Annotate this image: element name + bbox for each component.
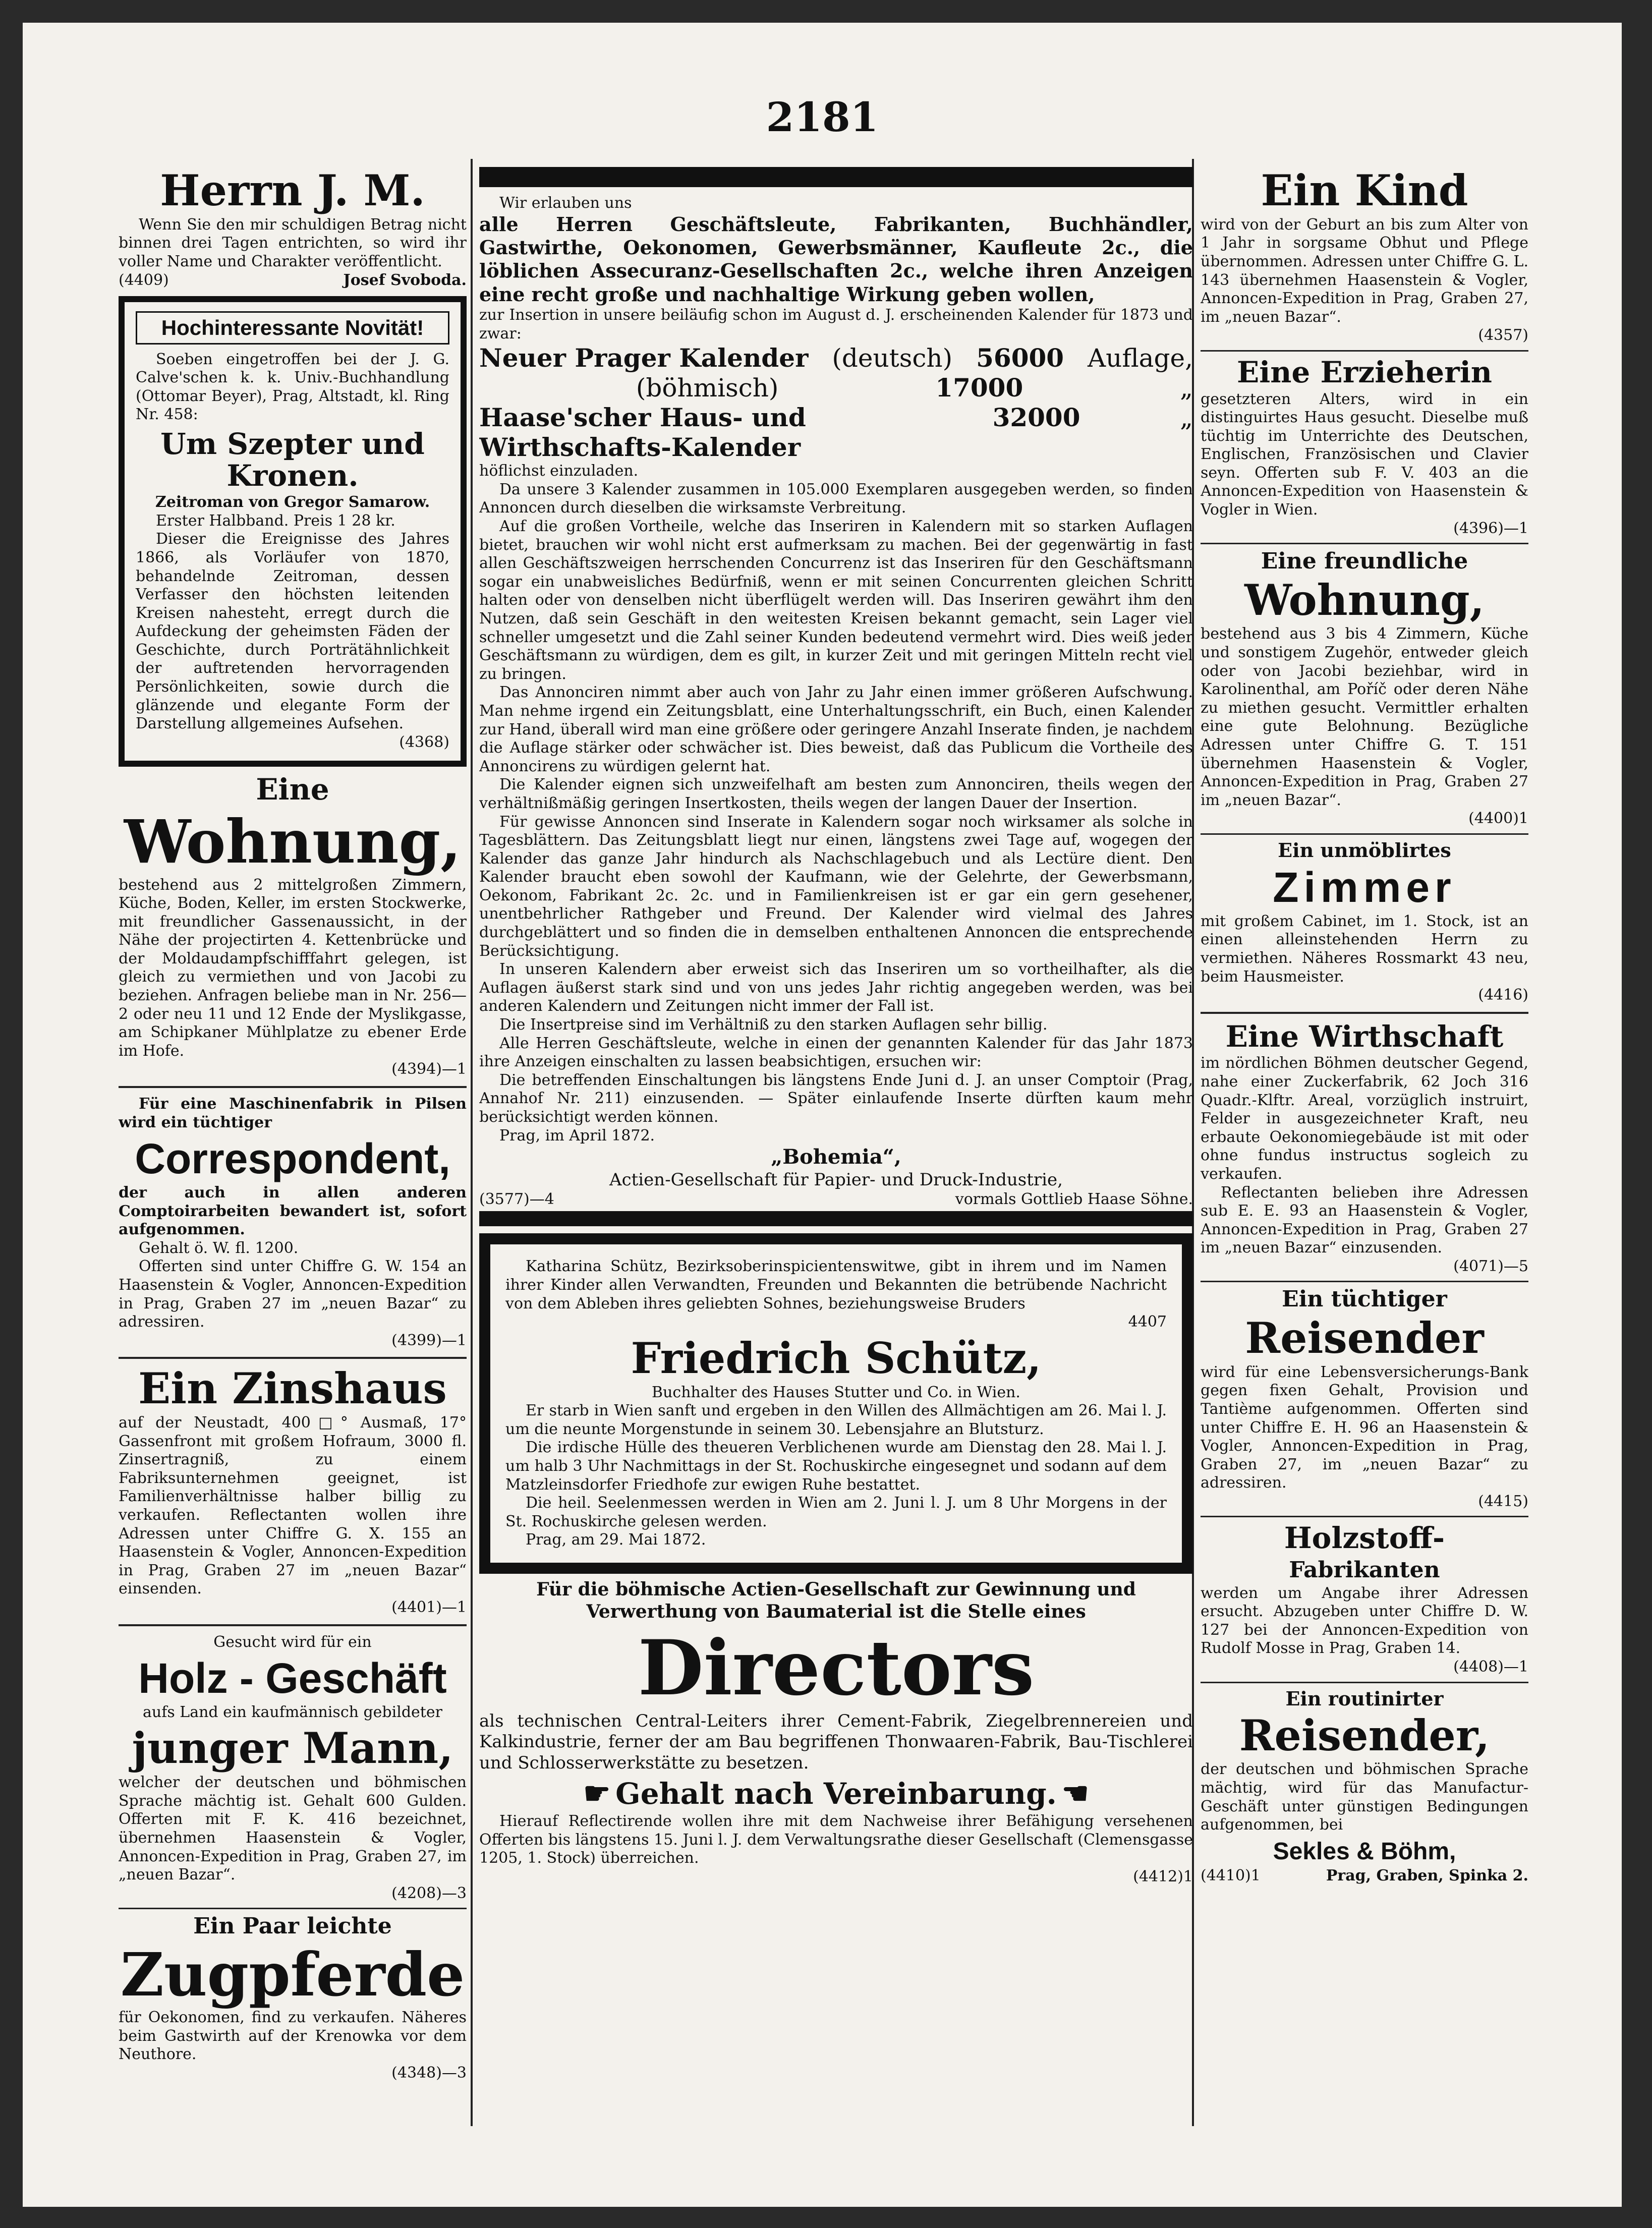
ad-body: wird für eine Lebensversicherungs-Bank gegen fixen Gehalt, Provision und Tantième aufgenommen. Offerten sind unter Chiffre E. H. 96 an Haasenstein & Vogler, Annoncen-Expedition in Prag, Graben 27, im „neuen Bazar“ zu adressiren. [1201,1363,1528,1492]
ad-paragraph: Reflectanten belieben ihre Adressen sub E. E. 93 an Haasenstein & Vogler, Annoncen-Expedition in Prag, Graben 27 im „neuen Bazar“ einzusenden. [1201,1183,1528,1257]
ad-intro: Für eine Maschinenfabrik in Pilsen wird ein tüchtiger [119,1095,467,1131]
kalender-name: Haase'scher Haus- und Wirthschafts-Kalender [479,403,806,463]
ad-invite: höflichst einzuladen. [479,462,639,480]
ad-lead-3: zur Insertion in unsere beiläufig schon im August d. J. erscheinenden Kalender für 1873 und zwar: [479,306,1193,342]
divider [1201,1012,1528,1014]
divider [119,1624,467,1626]
obit-intro: Katharina Schütz, Bezirksoberinspicientenswitwe, gibt in ihrem und im Namen ihrer Kinder allen Verwandten, Freunden und Bekannten die betrübende Nachricht von dem Ableben ihres geliebten Sohnes, beziehungsweise Bruders [505,1258,1167,1312]
kalender-circulation: 17000 [935,373,1023,403]
ad-paragraph: Das Annonciren nimmt aber auch von Jahr zu Jahr einen immer größeren Aufschwung. Man nehme irgend ein Zeitungsblatt, eine Unterhaltungsschrift, ein Buch, einen Kalender zur Hand, überall wird man eine größere oder geringere Anzahl Inserate finden, je nachdem die Auflage stärker oder schwächer ist. Dies beweist, daß das Publicum die Vortheile des Annoncirens zu würdigen gelernt hat. [479,683,1193,775]
ad-title: Ein Zinshaus [138,1363,447,1414]
ad-title-line2: Wohnung, [1244,575,1485,625]
divider [119,1357,467,1359]
ad-zinshaus [119,1363,467,1617]
ad-title: Directors [638,1623,1035,1712]
kalender-row-3 [479,403,1193,462]
ad-paragraph: Alle Herren Geschäftsleute, welche in einen der genannten Kalender für das Jahr 1873 ihre Anzeigen einschalten zu lassen beabsichtigen, ersuchen wir: [479,1034,1193,1071]
ad-book-novelty [119,296,467,767]
ad-salary-line [479,1778,1193,1810]
ad-signature: Josef Svoboda. [343,271,467,289]
ad-paragraph: In unseren Kalendern aber erweist sich das Inseriren um so vortheilhafter, als die Auflagen äußerst stark sind und von uns jedes Jahr richtig angegeben werden, was bei anderen Kalendern und Zeitungen nicht immer der Fall ist. [479,960,1193,1015]
ad-holzstoff [1201,1522,1528,1676]
ad-number: (3577)—4 [479,1190,554,1209]
ad-number: (4415) [1478,1492,1528,1510]
ad-title: Correspondent, [135,1135,450,1183]
ad-body: der auch in allen anderen Comptoirarbeiten bewandert ist, sofort aufgenommen. [119,1183,467,1239]
obit-paragraph: Die irdische Hülle des theueren Verblichenen wurde am Dienstag den 28. Mai l. J. um halb 3 Uhr Nachmittags in der St. Rochuskirche eingesegnet und sodann auf dem Matzleinsdorfer Friedhofe zur ewigen Ruhe bestattet. [505,1439,1167,1494]
ad-number: (4399)—1 [391,1331,467,1349]
ad-paragraph: Für gewisse Annoncen sind Inserate in Kalendern sogar noch wirksamer als solche in Tagesblättern. Das Zeitungsblatt liegt nur einen, längstens zwei Tage auf, wogegen der Kalender das ganze Jahr hindurch als Nachschlagebuch und als Lectüre dient. Den Kalender braucht eben sowohl der Kaufmann, wie der Gelehrte, der Gewerbsmann, Oekonom, Fabrikant 2c. 2c. und in Familienkreisen ist er gar ein gern gesehener, unentbehrlicher Rathgeber und Freund. Der Kalender wird vielmal des Jahres durchgeblättert und so finden die in demselben enthaltenen Annoncen die entsprechende Berücksichtigung. [479,813,1193,960]
ad-reisender [1201,1287,1528,1511]
ad-paragraph: Auf die großen Vortheile, welche das Inseriren in Kalendern mit so starken Auflagen bietet, brauchen wir wohl nicht erst aufmerksam zu machen. Bei der gegenwärtig in fast allen Geschäftszweigen herrschenden Concurrenz ist das Inseriren für den Geschäftsmann sogar ein unabweisliches Bedürfniß, wenn er mit seinen Concurrenten gleichen Schritt halten oder von denselben nicht überflügelt werden will. Das Inseriren gewährt ihm den Nutzen, daß sein Geschäft in den weitesten Kreisen bekannt gemacht, sein Lager viel schneller umgesetzt und die Zahl seiner Kunden bedeutend vermehrt wird. Dies weiß jeder Geschäftsmann zu würdigen, dem es gilt, in kurzer Zeit und mit geringen Mitteln recht viel zu bringen. [479,518,1193,683]
obit-paragraph: Die heil. Seelenmessen werden in Wien am 2. Juni l. J. um 8 Uhr Morgens in der St. Rochuskirche gelesen werden. [505,1494,1167,1530]
kalender-lang: (deutsch) [832,344,953,373]
kalender-row-1 [479,343,1193,373]
firm-name: „Bohemia“, [771,1145,901,1169]
ad-intro: Soeben eingetroffen bei der J. G. Calve'schen k. k. Univ.-Buchhandlung (Ottomar Beyer), Prag, Altstadt, kl. Ring Nr. 458: [136,350,449,424]
ad-intro: Gesucht wird für ein [213,1633,372,1651]
ad-directors [479,1579,1193,1886]
ad-routinirter-reisender [1201,1688,1528,1884]
ad-title-line1: Eine [256,772,329,807]
kalender-unit: „ [1180,403,1193,433]
kalender-row-2 [479,373,1193,403]
ad-body: Wenn Sie den mir schuldigen Betrag nicht binnen drei Tagen entrichten, so wird ihr voller Name und Charakter veröffentlicht. [119,215,467,270]
divider [1201,350,1528,352]
black-bar [479,1211,1193,1226]
book-price: Erster Halbband. Preis 1 28 kr. [156,511,395,530]
ad-body: welcher der deutschen und böhmischen Sprache mächtig ist. Gehalt 600 Gulden. Offerten mit F. K. 416 bezeichnet, übernehmen Haasenstein & Vogler, Annoncen-Expedition in Prag, Graben 27, im „neuen Bazar“. [119,1774,467,1884]
ad-number: (4394)—1 [391,1060,467,1078]
kalender-name: Neuer Prager Kalender [479,343,809,373]
ad-wirthschaft [1201,1021,1528,1276]
obit-paragraph: Er starb in Wien sanft und ergeben in den Willen des Allmächtigen am 26. Mai l. J. um die neunte Morgenstunde in seinem 30. Lebensjahre an Blutsturz. [505,1402,1167,1438]
ad-correspondent [119,1095,467,1350]
ad-body: der deutschen und böhmischen Sprache mächtig, wird für das Manufactur-Geschäft unter günstigen Bedingungen aufgenommen, bei [1201,1760,1528,1834]
ad-paragraph: Die Kalender eignen sich unzweifelhaft am besten zum Annonciren, theils wegen der verhältnißmäßig geringen Insertkosten, theils wegen der langen Dauer der Insertion. [479,776,1193,812]
ad-paragraph: Hierauf Reflectirende wollen ihre mit dem Nachweise ihrer Befähigung versehenen Offerten bis längstens 15. Juni l. J. dem Verwaltungsrathe dieser Gesellschaft (Clemensgasse 1205, 1. Stock) überreichen. [479,1812,1193,1867]
page-number: 2181 [766,93,879,141]
ad-title-line1: Ein unmöblirtes [1278,839,1451,862]
ad-title: Eine Erzieherin [1237,355,1492,389]
ad-zimmer [1201,840,1528,1005]
ad-number: (4348)—3 [391,2064,467,2082]
obit-role: Buchhalter des Hauses Stutter und Co. in Wien. [652,1383,1020,1401]
firm-name: Sekles & Böhm, [1273,1838,1456,1865]
newspaper-page [23,23,1622,2207]
ad-body: als technischen Central-Leiters ihrer Cement-Fabrik, Ziegelbrennereien und Kalkindustrie, ferner der am Bau begriffenen Thonwaaren-Fabrik, Bau-Tischlerei und Schlosserwerkstätte zu besetzen. [479,1710,1193,1773]
ad-body: bestehend aus 2 mittelgroßen Zimmern, Küche, Boden, Keller, im ersten Stockwerke, mit freundlicher Gassenaussicht, in der Nähe der projectirten 4. Kettenbrücke und der Moldaudampfschifffahrt gelegen, ist gleich zu vermiethen und von Jacobi zu beziehen. Anfragen beliebe man in Nr. 256—2 oder neu 11 und 12 Ende der Myslikgasse, am Schipkaner Mühlplatze zu ebener Erde im Hofe. [119,876,467,1060]
ad-title-line2: Wohnung, [124,807,462,877]
ad-number: (4409) [119,271,169,289]
pointing-hand-icon: ☛ [583,1776,611,1812]
ad-title-line2: Reisender [1245,1313,1484,1363]
ad-title-line1: Holzstoff- [1284,1521,1445,1556]
ad-title-line1: Ein routinirter [1285,1687,1444,1710]
ad-number: (4400)1 [1468,810,1528,828]
divider [1201,543,1528,544]
ad-title-line2: junger Mann, [132,1723,453,1774]
divider [119,1086,467,1088]
ad-wohnung [119,774,467,1079]
divider [1201,1682,1528,1683]
ad-number: (4368) [399,733,449,751]
ad-lead-2: alle Herren Geschäftsleute, Fabrikanten, Buchhändler, Gastwirthe, Oekonomen, Gewerbsmänner, Kaufleute 2c., die löblichen Assecuranz-Gesellschaften 2c., welche ihren Anzeigen eine recht große und nachhaltige Wirkung geben wollen, [479,212,1193,306]
book-subtitle: Zeitroman von Gregor Samarow. [155,493,430,511]
ad-title: Ein Kind [1261,165,1468,215]
ad-date: Prag, im April 1872. [499,1126,655,1145]
firm-previous: vormals Gottlieb Haase Söhne. [955,1190,1193,1209]
ad-bohemia-kalender [479,194,1193,1208]
ad-number: (4408)—1 [1453,1658,1528,1676]
ad-body: werden um Angabe ihrer Adressen ersucht. Abzugeben unter Chiffre D. W. 127 bei der Annoncen-Expedition von Rudolf Mosse in Prag, Graben 14. [1201,1584,1528,1658]
ad-number: (4396)—1 [1453,519,1528,537]
ad-body: auf der Neustadt, 400□° Ausmaß, 17° Gassenfront mit großem Hofraum, 3000 fl. Zinsertragniß, zu einem Fabriksunternehmen geeignet, ist Familienverhältnisse halber billig zu verkaufen. Reflectanten wollen ihre Adressen unter Chiffre G. X. 155 an Haasenstein & Vogler, Annoncen-Expedition in Prag, Graben 27 im „neuen Bazar“ einsenden. [119,1414,467,1598]
firm-line: Actien-Gesellschaft für Papier- und Druck-Industrie, [609,1169,1063,1190]
ad-paragraph: Die betreffenden Einschaltungen bis längstens Ende Juni d. J. an unser Comptoir (Prag, Annahof Nr. 211) einzusenden. — Später einlaufende Inserte dürften kaum mehr berücksichtigt werden können. [479,1071,1193,1126]
ad-title-line1: Ein Paar leichte [193,1913,392,1939]
ad-number: (4208)—3 [391,1884,467,1902]
ad-herrn-jm [119,165,467,289]
ad-lead-1: Wir erlauben uns [499,194,632,212]
kalender-unit: „ [1180,373,1193,403]
kalender-circulation: 56000 [976,343,1064,373]
column-left [119,164,467,2121]
pointing-hand-icon: ☚ [1061,1776,1089,1812]
ad-paragraph: Da unsere 3 Kalender zusammen in 105.000 Exemplaren ausgegeben werden, so finden Annoncen durch dieselben die wirksamste Verbreitung. [479,480,1193,517]
ad-body: gesetzteren Alters, wird in ein distinguirtes Haus gesucht. Dieselbe muß tüchtig im Unterrichte des Deutschen, Englischen, Französischen und Clavier seyn. Offerten sub F. V. 403 an die Annoncen-Expedition von Haasenstein & Vogler in Wien. [1201,390,1528,519]
obit-number: 4407 [1128,1313,1167,1331]
ad-holz-geschaeft [119,1633,467,1903]
column-right [1201,164,1528,2121]
ad-body: mit großem Cabinet, im 1. Stock, ist an einen alleinstehenden Herrn zu vermiethen. Näheres Rossmarkt 43 neu, beim Hausmeister. [1201,912,1528,986]
ad-number: (4071)—5 [1453,1257,1528,1275]
ad-body: wird von der Geburt an bis zum Alter von 1 Jahr in sorgsame Obhut und Pflege übernommen. Adressen unter Chiffre G. L. 143 übernehmen Haasenstein & Vogler, Annoncen-Expedition in Prag, Graben 27, im „neuen Bazar“. [1201,215,1528,326]
kalender-lang: (böhmisch) [636,373,779,403]
ad-body: bestehend aus 3 bis 4 Zimmern, Küche und sonstigem Zugehör, entweder gleich oder von Jacobi beziehbar, wird in Karolinenthal, am Poříč oder deren Nähe zu miethen gesucht. Vermittler erhalten eine gute Belohnung. Bezügliche Adressen unter Chiffre G. T. 151 übernehmen Haasenstein & Vogler, Annoncen-Expedition in Prag, Graben 27 im „neuen Bazar“. [1201,625,1528,809]
black-bar [479,167,1193,187]
kalender-unit: Auflage, [1088,344,1193,373]
ad-salary: Gehalt nach Vereinbarung. [615,1777,1057,1811]
ad-number: (4412)1 [1133,1867,1193,1886]
ad-offers: Offerten sind unter Chiffre G. W. 154 an Haasenstein & Vogler, Annoncen-Expedition in Prag, Graben 27 im „neuen Bazar“ zu adressiren. [119,1258,467,1331]
divider [1201,833,1528,835]
obituary-box [479,1233,1193,1573]
ad-banner: Hochinteressante Novität! [136,311,449,345]
divider [119,1908,467,1909]
ad-paragraph: Die Insertpreise sind im Verhältniß zu den starken Auflagen sehr billig. [499,1016,1048,1034]
ad-body: für Oekonomen, find zu verkaufen. Näheres beim Gastwirth auf der Krenowka vor dem Neuthore. [119,2009,467,2064]
divider [1201,1516,1528,1517]
ad-title-line2: Zugpferde [120,1939,465,2010]
ad-salary: Gehalt ö. W. fl. 1200. [139,1239,299,1257]
ad-number: (4416) [1478,986,1528,1004]
divider [1201,1281,1528,1282]
ad-number: (4401)—1 [391,1598,467,1616]
ad-freundliche-wohnung [1201,549,1528,828]
firm-address: Prag, Graben, Spinka 2. [1326,1866,1528,1884]
obit-date: Prag, am 29. Mai 1872. [526,1531,706,1549]
ad-zugpferde [119,1914,467,2082]
ad-title-line2: Zimmer [1273,864,1456,911]
ad-title: Herrn J. M. [160,165,425,215]
book-title: Um Szepter und Kronen. [160,426,425,493]
ad-erzieherin [1201,357,1528,538]
column-center [479,164,1193,2121]
ad-intro: Für die böhmische Actien-Gesellschaft zur Gewinnung und Verwerthung von Baumaterial ist die Stelle eines [536,1578,1136,1622]
obit-name: Friedrich Schütz, [631,1333,1042,1383]
ad-title-line2: Fabrikanten [1289,1557,1440,1583]
ad-body: Dieser die Ereignisse des Jahres 1866, als Vorläufer von 1870, behandelnde Zeitroman, dessen Verfasser den höchsten leitenden Kreisen nahesteht, erregt durch die Aufdeckung der geheimsten Fäden der Geschichte, durch Porträtähnlichkeit der auftretenden hervorragenden Persönlichkeiten, sowie durch die glänzende und elegante Form der Darstellung allgemeines Aufsehen. [136,530,449,733]
ad-body: im nördlichen Böhmen deutscher Gegend, nahe einer Zuckerfabrik, 62 Joch 316 Quadr.-Klftr. Areal, vorzüglich instruirt, Felder in ausgezeichneter Kraft, neu erbaute Oekonomiegebäude ist mit oder ohne fundus instructus sogleich zu verkaufen. [1201,1054,1528,1183]
ad-title-line1: Ein tüchtiger [1282,1286,1447,1312]
column-rule-left [471,159,473,2126]
kalender-circulation: 32000 [992,403,1080,433]
ad-mid: aufs Land ein kaufmännisch gebildeter [143,1703,442,1721]
ad-kind [1201,165,1528,345]
ad-title: Eine Wirthschaft [1225,1019,1504,1054]
ad-title-line2: Reisender, [1239,1710,1490,1760]
ad-title-line1: Eine freundliche [1261,548,1468,575]
ad-number: (4357) [1478,326,1528,345]
ad-number: (4410)1 [1201,1866,1261,1884]
ad-title-line1: Holz - Geschäft [138,1654,447,1702]
